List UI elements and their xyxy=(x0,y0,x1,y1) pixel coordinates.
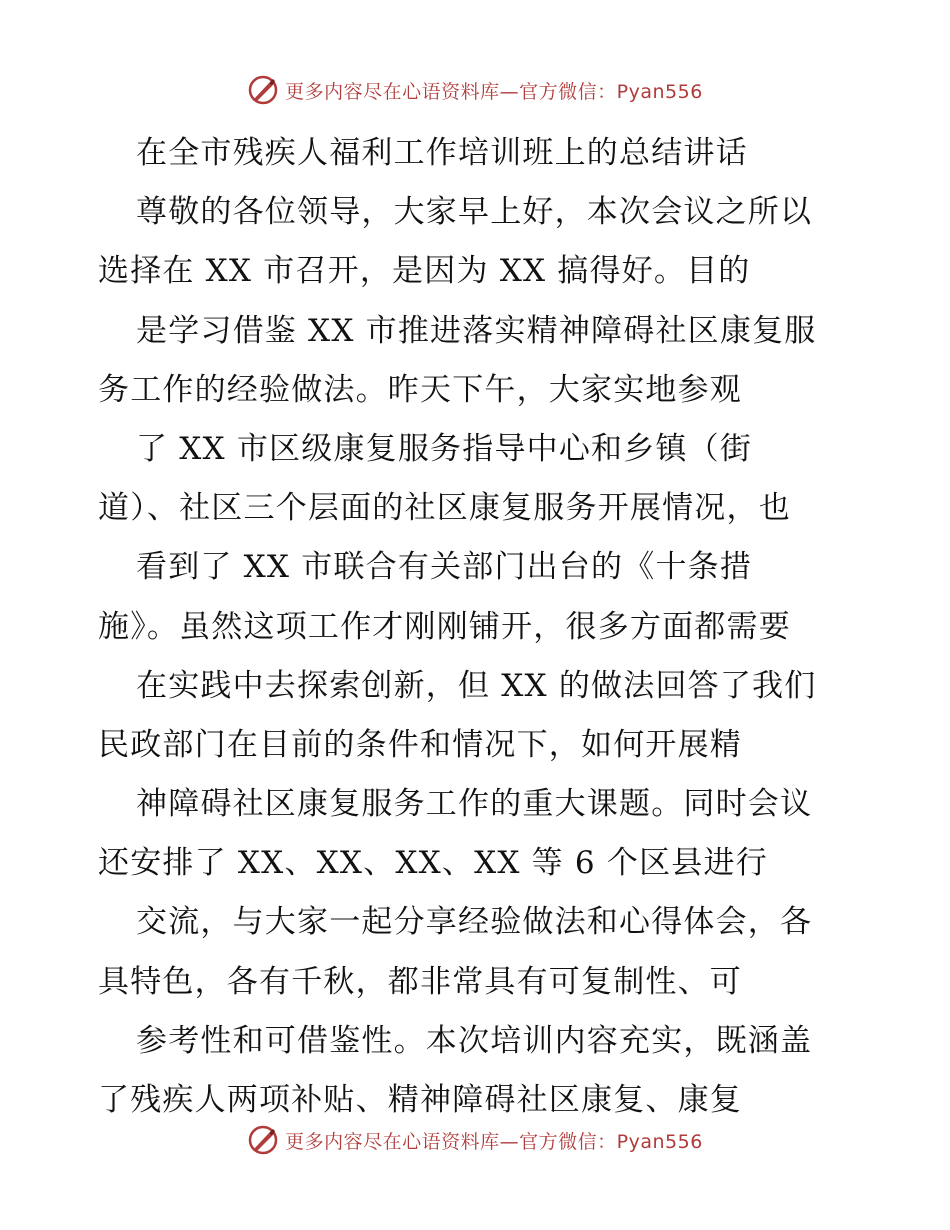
document-body xyxy=(98,124,858,1130)
paragraph-line: 了残疾人两项补贴、精神障碍社区康复、康复 xyxy=(98,1082,742,1118)
pen-logo-icon xyxy=(247,1124,279,1156)
footer-watermark xyxy=(0,1120,950,1160)
document-title: 在全市残疾人福利工作培训班上的总结讲话 xyxy=(136,135,748,171)
paragraph-line: 选择在 XX 市召开，是因为 XX 搞得好。目的 xyxy=(98,253,751,290)
paragraph-line: 看到了 XX 市联合有关部门出台的《十条措 xyxy=(136,549,753,586)
paragraph-line: 施》。虽然这项工作才刚刚铺开，很多方面都需要 xyxy=(98,608,791,645)
pen-logo-icon xyxy=(247,74,279,106)
paragraph-line: 神障碍社区康复服务工作的重大课题。同时会议 xyxy=(136,786,813,823)
paragraph-line: 了 XX 市区级康复服务指导中心和乡镇（街 xyxy=(136,430,753,467)
header-watermark xyxy=(0,70,950,110)
paragraph-line: 民政部门在目前的条件和情况下，如何开展精 xyxy=(98,726,742,763)
paragraph-line: 还安排了 XX、XX、XX、XX 等 6 个区县进行 xyxy=(98,845,768,882)
watermark-text: 更多内容尽在心语资料库—官方微信：Pyan556 xyxy=(285,1130,703,1153)
paragraph-line: 务工作的经验做法。昨天下午，大家实地参观 xyxy=(98,371,742,408)
paragraph-line: 交流，与大家一起分享经验做法和心得体会，各 xyxy=(136,904,813,941)
watermark-text: 更多内容尽在心语资料库—官方微信：Pyan556 xyxy=(285,80,703,103)
paragraph-line: 尊敬的各位领导，大家早上好，本次会议之所以 xyxy=(136,194,813,231)
paragraph-line: 道）、社区三个层面的社区康复服务开展情况，也 xyxy=(98,490,791,527)
paragraph-line: 是学习借鉴 XX 市推进落实精神障碍社区康复服 xyxy=(136,312,817,349)
paragraph-line: 具特色，各有千秋，都非常具有可复制性、可 xyxy=(98,963,742,1000)
paragraph-line: 参考性和可借鉴性。本次培训内容充实，既涵盖 xyxy=(136,1022,813,1059)
paragraph-line: 在实践中去探索创新，但 XX 的做法回答了我们 xyxy=(136,667,817,704)
